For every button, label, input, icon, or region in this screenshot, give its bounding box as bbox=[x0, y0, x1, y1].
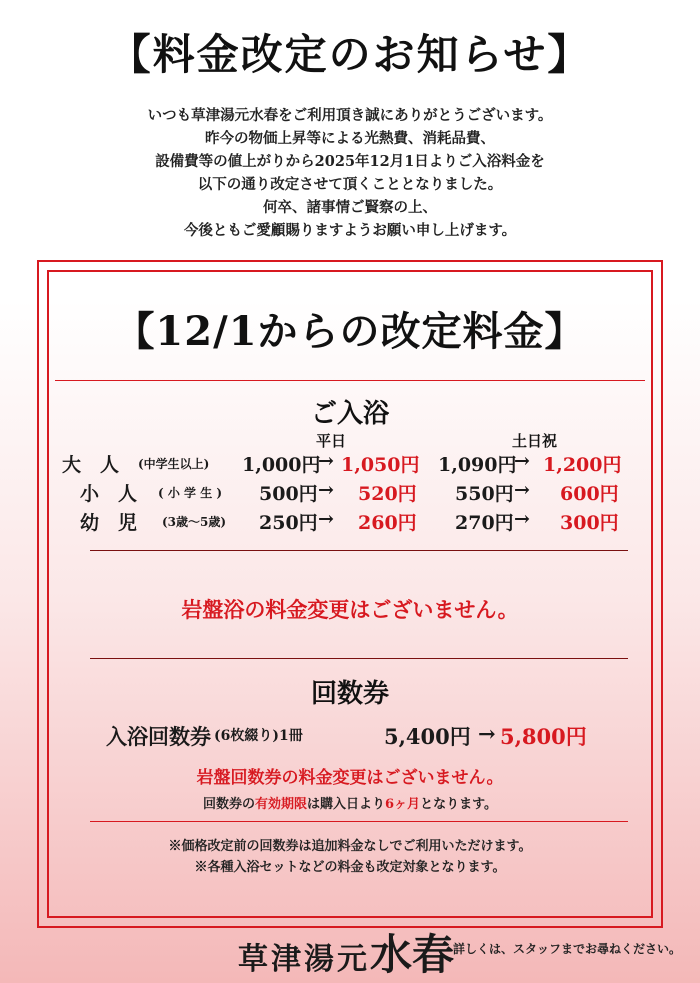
logo-big-text: 水春 bbox=[370, 930, 455, 979]
bathing-heading: ご入浴 bbox=[310, 399, 389, 429]
arrow: → bbox=[478, 721, 496, 746]
arrow: → bbox=[318, 508, 334, 530]
tickets-heading: 回数券 bbox=[310, 679, 389, 709]
footer-note: 詳しくは、スタッフまでお尋ねください。 bbox=[453, 942, 682, 956]
intro-line: いつも草津湯元水春をご利用頂き誠にありがとうございます。 bbox=[147, 107, 553, 124]
intro-line: 昨今の物価上昇等による光熱費、消耗品費、 bbox=[205, 130, 495, 147]
footnotes bbox=[0, 836, 700, 878]
intro-line: 何卒、諸事情ご賢察の上、 bbox=[263, 199, 437, 216]
validity-prefix: 回数券の bbox=[202, 797, 255, 812]
arrow: → bbox=[514, 450, 530, 472]
weekend-old-price: 1,090円 bbox=[438, 454, 517, 476]
weekend-old-price: 270円 bbox=[455, 512, 514, 534]
weekend-old-price: 550円 bbox=[455, 483, 514, 505]
page-title: 【料金改定のお知らせ】 bbox=[108, 30, 592, 79]
footnote: ※各種入浴セットなどの料金も改定対象となります。 bbox=[194, 860, 506, 875]
logo-small-text: 草津湯元 bbox=[238, 942, 370, 977]
footnote: ※価格改定前の回数券は追加料金なしでご利用いただけます。 bbox=[168, 839, 532, 854]
weekday-old-price: 1,000円 bbox=[242, 454, 321, 476]
weekday-old-price: 250円 bbox=[259, 512, 318, 534]
divider bbox=[90, 550, 628, 551]
weekday-new-price: 260円 bbox=[358, 512, 417, 534]
arrow: → bbox=[514, 479, 530, 501]
weekday-new-price: 1,050円 bbox=[341, 454, 420, 476]
divider bbox=[55, 380, 645, 381]
weekend-label: 土日祝 bbox=[512, 432, 558, 450]
validity-suffix: となります。 bbox=[420, 797, 498, 812]
category-label: 幼 児 bbox=[80, 512, 138, 534]
weekday-label: 平日 bbox=[316, 432, 347, 450]
intro-line: 以下の通り改定させて頂くこととなりました。 bbox=[197, 176, 503, 193]
divider bbox=[90, 821, 628, 822]
ticket-detail: (6枚綴り)1冊 bbox=[214, 728, 303, 744]
category-note: (3歳～5歳) bbox=[162, 515, 227, 529]
intro-text bbox=[0, 104, 700, 242]
arrow: → bbox=[514, 508, 530, 530]
weekend-new-price: 300円 bbox=[560, 512, 619, 534]
new-price-title: 【12/1からの改定料金】 bbox=[114, 308, 586, 355]
category-label: 大 人 bbox=[62, 454, 120, 476]
ticket-label: 入浴回数券 bbox=[106, 724, 211, 749]
category-note: ( 小 学 生 ) bbox=[158, 486, 223, 500]
category-label: 小 人 bbox=[80, 483, 138, 505]
arrow: → bbox=[318, 479, 334, 501]
ticket-new-price: 5,800円 bbox=[500, 724, 587, 749]
ganban-ticket-notice: 岩盤回数券の料金変更はございません。 bbox=[196, 768, 504, 788]
price-row-child bbox=[0, 479, 700, 505]
divider bbox=[90, 658, 628, 659]
category-note: (中学生以上) bbox=[138, 457, 210, 471]
validity-middle: は購入日より bbox=[307, 797, 386, 812]
arrow: → bbox=[318, 450, 334, 472]
ganbanyoku-notice: 岩盤浴の料金変更はございません。 bbox=[181, 597, 519, 622]
price-row-toddler bbox=[0, 508, 700, 534]
ticket-validity-note bbox=[0, 793, 700, 812]
price-row-adult bbox=[0, 450, 700, 476]
weekday-old-price: 500円 bbox=[259, 483, 318, 505]
intro-line: 今後ともご愛顧賜りますようお願い申し上げます。 bbox=[183, 222, 517, 239]
weekend-new-price: 600円 bbox=[560, 483, 619, 505]
validity-period: 6ヶ月 bbox=[385, 797, 421, 812]
ticket-old-price: 5,400円 bbox=[384, 724, 471, 749]
logo bbox=[238, 922, 455, 979]
weekday-new-price: 520円 bbox=[358, 483, 417, 505]
validity-highlight: 有効期限 bbox=[254, 797, 307, 812]
ticket-price-line bbox=[0, 720, 700, 750]
weekend-new-price: 1,200円 bbox=[543, 454, 622, 476]
intro-line: 設備費等の値上がりから2025年12月1日よりご入浴料金を bbox=[155, 153, 545, 170]
